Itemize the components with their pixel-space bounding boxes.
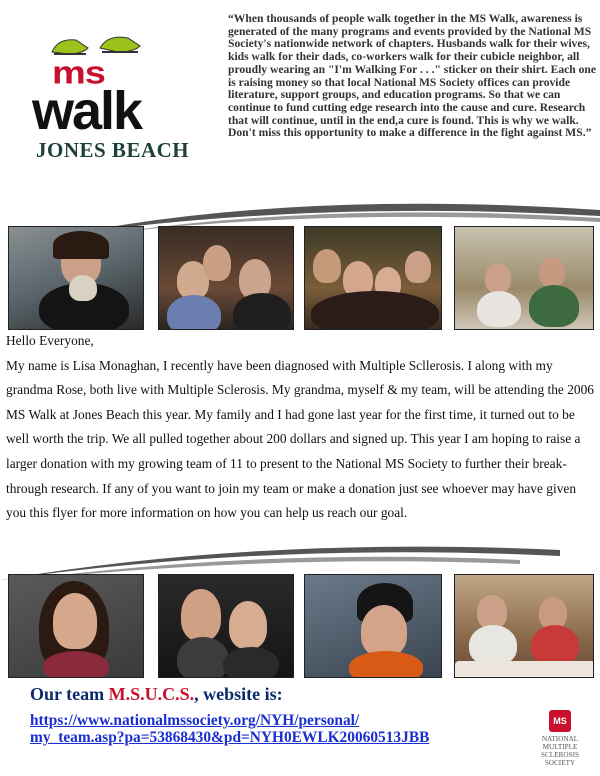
girl-eating-photo: [8, 226, 144, 330]
team-prefix: Our team: [30, 684, 109, 704]
boy-in-car-photo: [304, 574, 442, 678]
team-website-line: [30, 684, 283, 705]
letter-greeting: Hello Everyone,: [6, 333, 94, 348]
society-name: [523, 735, 597, 767]
bottom-photo-row: [8, 574, 594, 678]
ms-badge-icon: MS: [549, 710, 571, 732]
team-suffix: , website is:: [194, 684, 283, 704]
url-line-2: my_team.asp?pa=53868430&pd=NYH0EWLK20060513JBB: [30, 729, 430, 746]
walking-shoes-icon: [48, 30, 168, 58]
family-group-photo: [304, 226, 442, 330]
letter-paragraph: My name is Lisa Monaghan, I recently have been diagnosed with Multiple Scllerosis. I along with my grandma Rose, both live with Multiple Sclerosis. My grandma, myself & my team, will be attending the 2006 MS Walk at Jones Beach this year. My family and I had gone last year for the first time, it turned out to be well worth the trip. We all pulled together about 200 dollars and signed up. This year I am hoping to raise a larger donation with my growing team of 11 to present to the National MS Society to further their break-through research. If any of you want to join my team or make a donation just see whoever may have given you this flyer for more information on how you can help us reach our goal.: [6, 357, 594, 521]
logo-location-text: JONES BEACH: [36, 138, 190, 162]
letter-body: [6, 329, 594, 526]
top-photo-row: [8, 226, 594, 330]
mission-quote: “When thousands of people walk together in the MS Walk, awareness is generated of the many programs and events provided by the National MS Society's nationwide network of chapters. Husbands walk for their wives, kids walk for their dads, co-workers walk for their cubicle neighbor, all proudly wearing an "I'm Walking For . . ." sticker on their shirt. Each one is raising money so that local National MS Society offices can provide literature, support groups, and education programs. So that we can continue to fund cutting edge research into the cause and cure. Research that will continue, until in the end,a cure is found. This is why we walk. Don't miss this opportunity to make a difference in the fight against MS.”: [228, 12, 597, 140]
family-with-grandparents-photo: [158, 226, 294, 330]
logo-ms-text: ms: [52, 55, 105, 91]
couple-photo: [158, 574, 294, 678]
society-line-2: MULTIPLE SCLEROSIS: [541, 743, 579, 759]
society-line-3: SOCIETY: [544, 759, 576, 767]
team-name: M.S.U.C.S.: [108, 684, 195, 704]
ms-walk-logo: [22, 30, 192, 170]
national-ms-society-logo: [523, 710, 597, 770]
society-line-1: NATIONAL: [541, 735, 579, 743]
grandma-in-wheelchair-photo: [454, 226, 594, 330]
logo-walk-text: walk: [32, 81, 142, 141]
girl-portrait-photo: [8, 574, 144, 678]
team-website-link[interactable]: [30, 712, 530, 746]
url-line-1: https://www.nationalmssociety.org/NYH/personal/: [30, 712, 360, 729]
elderly-couple-dinner-photo: [454, 574, 594, 678]
